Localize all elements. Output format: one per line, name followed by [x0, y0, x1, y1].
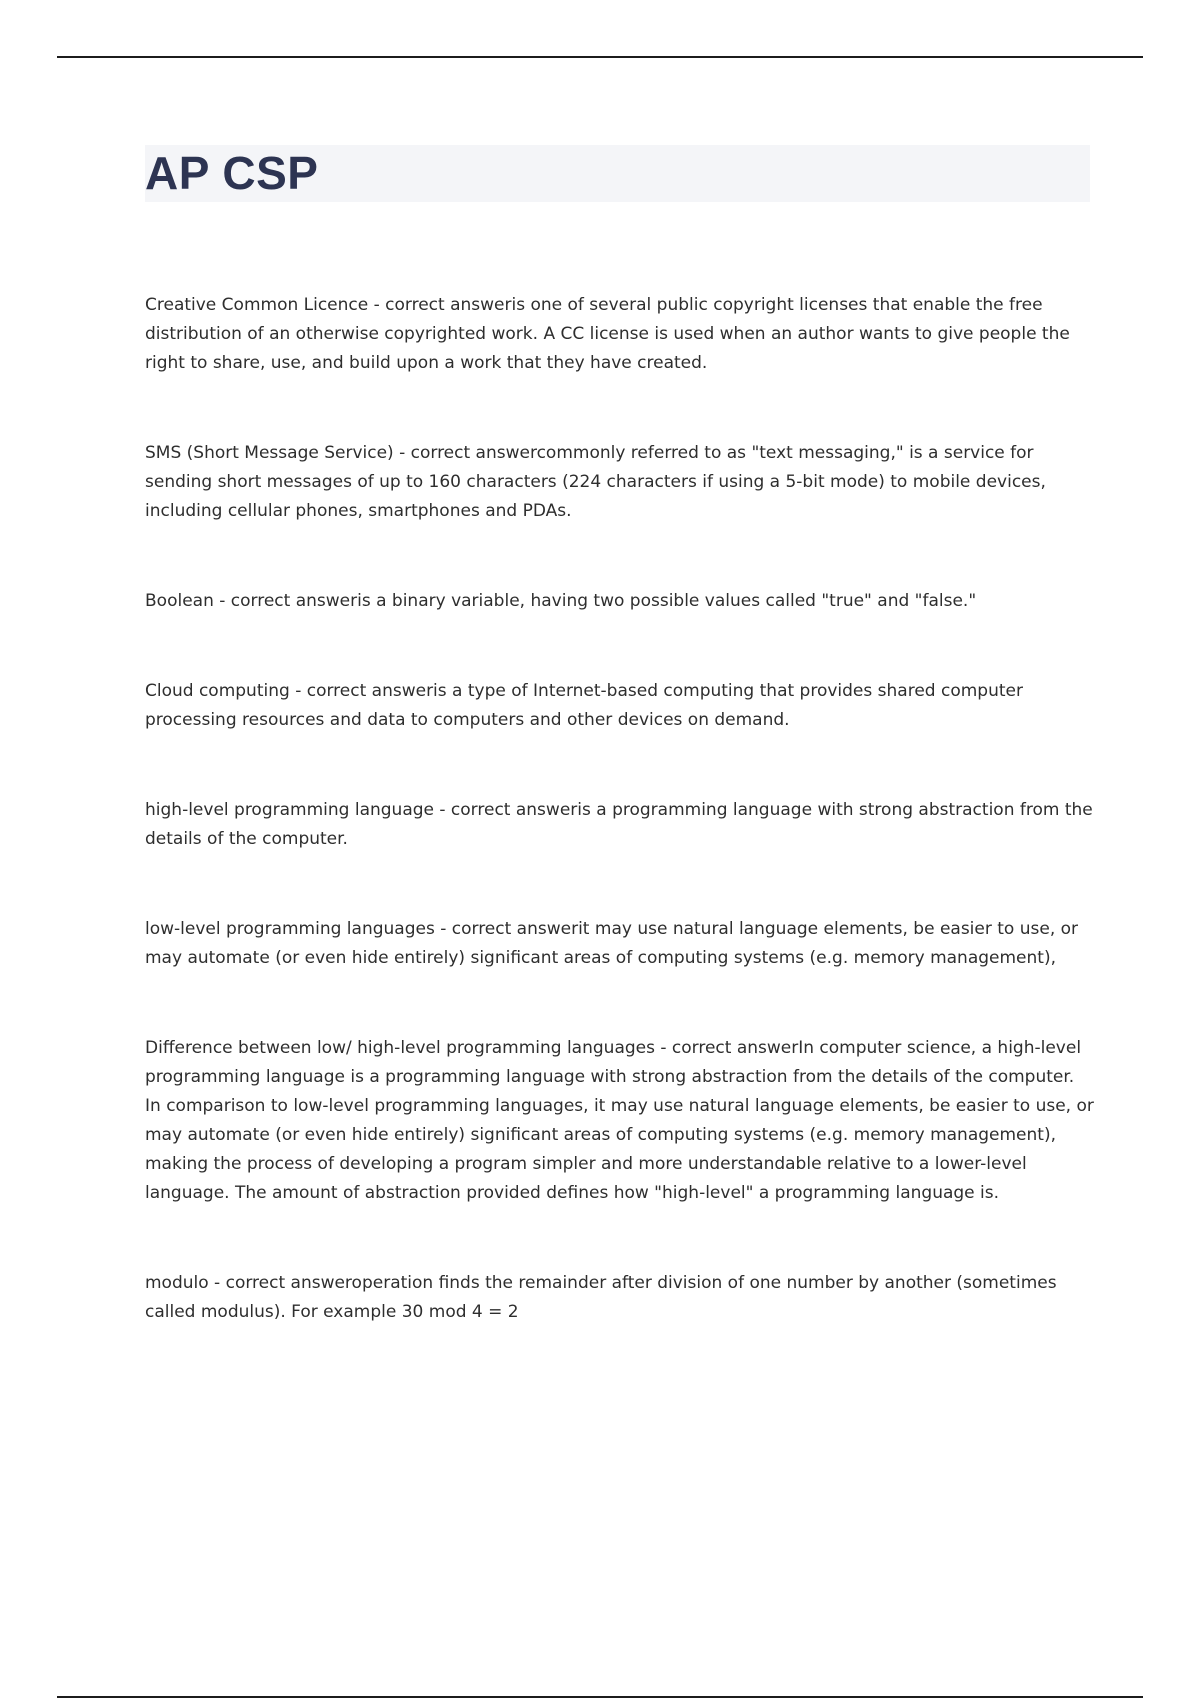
page-title: AP CSP — [145, 147, 319, 199]
entry-high-level-language: high-level programming language - correct answeris a programming language with strong abstraction from the details of the computer. — [145, 800, 1093, 849]
entry-low-level-languages: low-level programming languages - correct answerit may use natural language elements, be easier to use, or may automate (or even hide entirely) significant areas of computing systems (e.g. memory management), — [145, 919, 1079, 968]
entry-cloud-computing: Cloud computing - correct answeris a type of Internet-based computing that provides shared computer processing resources and data to computers and other devices on demand. — [145, 681, 1023, 730]
entry-boolean: Boolean - correct answeris a binary variable, having two possible values called "true" and "false." — [145, 591, 977, 611]
entry-difference-low-high: Difference between low/ high-level programming languages - correct answerIn computer science, a high-level programming language is a programming language with strong abstraction from the details of the computer. In comparison to low-level programming languages, it may use natural language elements, be easier to use, or may automate (or even hide entirely) significant areas of computing systems (e.g. memory management), making the process of developing a program simpler and more understandable relative to a lower-level language. The amount of abstraction provided defines how "high-level" a programming language is. — [145, 1038, 1094, 1203]
entry-sms: SMS (Short Message Service) - correct answercommonly referred to as "text messaging," is a service for sending short messages of up to 160 characters (224 characters if using a 5-bit mode) to mobile devices, including cellular phones, smartphones and PDAs. — [145, 443, 1046, 521]
title-band — [145, 145, 1090, 202]
entry-creative-common-licence: Creative Common Licence - correct answeris one of several public copyright licenses that enable the free distribution of an otherwise copyrighted work. A CC license is used when an author wants to give people the right to share, use, and build upon a work that they have created. — [145, 295, 1070, 373]
bottom-rule — [57, 1696, 1143, 1698]
top-rule — [57, 56, 1143, 58]
entry-modulo: modulo - correct answeroperation finds the remainder after division of one number by another (sometimes called modulus). For example 30 mod 4 = 2 — [145, 1273, 1057, 1322]
entry-list — [145, 291, 1095, 1388]
